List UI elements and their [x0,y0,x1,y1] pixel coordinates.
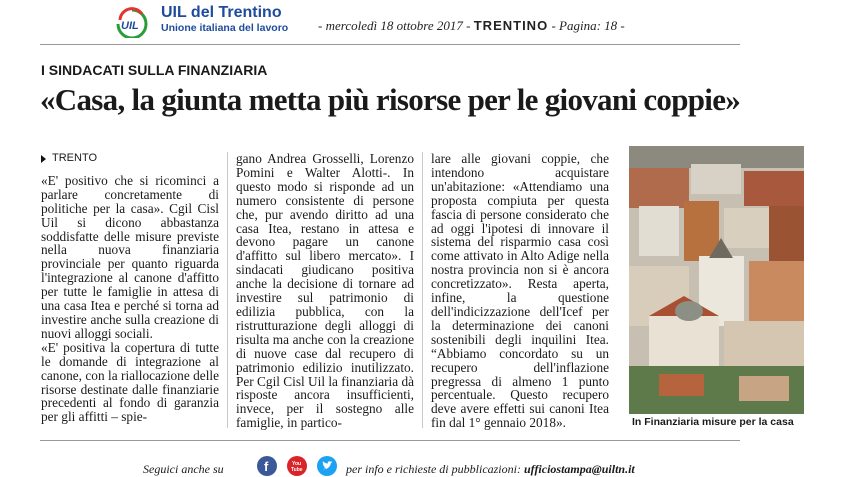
article-paragraph: lare alle giovani coppie, che intendono acquistare un'abitazione: «Attendiamo una proposta compiuta per questa fascia di persone considerato che ad oggi l'ipotesi di innovare il sistema del risparmio casa così come attivato in Alto Adige nella nostra provincia non si è ancora concretizzato». Resta aperta, infine, la questione dell'indicizzazione dell'Icef per la determinazione dei canoni sostenibili degli inquilini Itea. “Abbiamo concordato su un recupero dell'inflazione pregressa di almeno 1 punto percentuale. Questo recupero deve avere effetti sui canoni Itea fin dal 1° gennaio 2018». [431,151,609,431]
article-column-3 [431,152,609,430]
article-headline: «Casa, la giunta metta più risorse per le giovani coppie» [40,82,741,117]
article-kicker: I SINDACATI SULLA FINANZIARIA [41,62,268,78]
article-paragraph: «E' positiva la copertura di tutte le domande di integrazione al canone, con la riallocazione delle risorse destinate dalle finanziarie precedenti al fondo di garanzia per gli affitti – spie- [41,339,219,425]
logo-title: UIL del Trentino [161,4,282,21]
facebook-icon[interactable] [257,456,277,476]
article-column-1 [41,152,219,424]
page-header [0,0,847,44]
article-byline [41,152,219,166]
follow-label: Seguici anche su [143,462,224,476]
publication-meta [318,18,625,34]
footer-divider [40,440,740,441]
youtube-icon-text: Tube [291,467,303,473]
contact-info [346,462,635,477]
photo-caption: In Finanziaria misure per la casa [632,416,794,428]
uil-logo-icon [112,6,152,38]
column-divider [227,152,228,428]
youtube-icon-text: You [292,461,302,467]
page-number: - Pagina: 18 - [551,18,625,33]
publication-date: - mercoledì 18 ottobre 2017 - [318,18,471,33]
twitter-icon[interactable] [317,456,337,476]
column-divider [422,152,423,428]
city-photo-illustration [629,146,804,414]
article-photo [629,146,804,414]
youtube-icon[interactable] [287,456,307,476]
article-paragraph: gano Andrea Grosselli, Lorenzo Pomini e Walter Alotti-. In questo modo si risponde ad un numero consistente di persone che, pur avendo diritto ad una casa Itea, restano in attesa e devono pagare un canone d'affitto sul libero mercato». I sindacati giudicano positiva anche la decisione di tornare ad investire sul patrimonio di edilizia pubblica, con la ristrutturazione degli alloggi di risulta ma anche con la creazione di nuove case dal recupero di patrimonio edilizio inutilizzato. Per Cgil Cisl Uil la finanziaria dà risposte ancora insufficienti, invece, per il sostegno alle famiglie, in partico- [236,151,414,431]
contact-email-link[interactable]: ufficiostampa@uiltn.it [523,462,635,476]
contact-label: per info e richieste di pubblicazioni: [346,462,521,476]
svg-text:f: f [264,459,269,474]
header-divider [40,44,740,45]
article-column-2 [236,152,414,430]
logo-subtitle: Unione italiana del lavoro [161,22,289,34]
byline-location: TRENTO [52,152,98,164]
newspaper-name: TRENTINO [473,18,549,33]
byline-arrow-icon [41,155,46,163]
article-paragraph: «E' positivo che si ricominci a parlare concretamente di politiche per la casa». Cgil Cisl Uil si dicono abbastanza soddisfatte delle misure previste nella nuova finanziaria provinciale per quanto riguarda l'integrazione al canone d'affitto per tutte le famiglie in attesa di una casa Itea e perché si torna ad investire anche sulla creazione di nuovi alloggi sociali. [41,172,219,341]
uil-logo-text: UIL [121,20,139,32]
